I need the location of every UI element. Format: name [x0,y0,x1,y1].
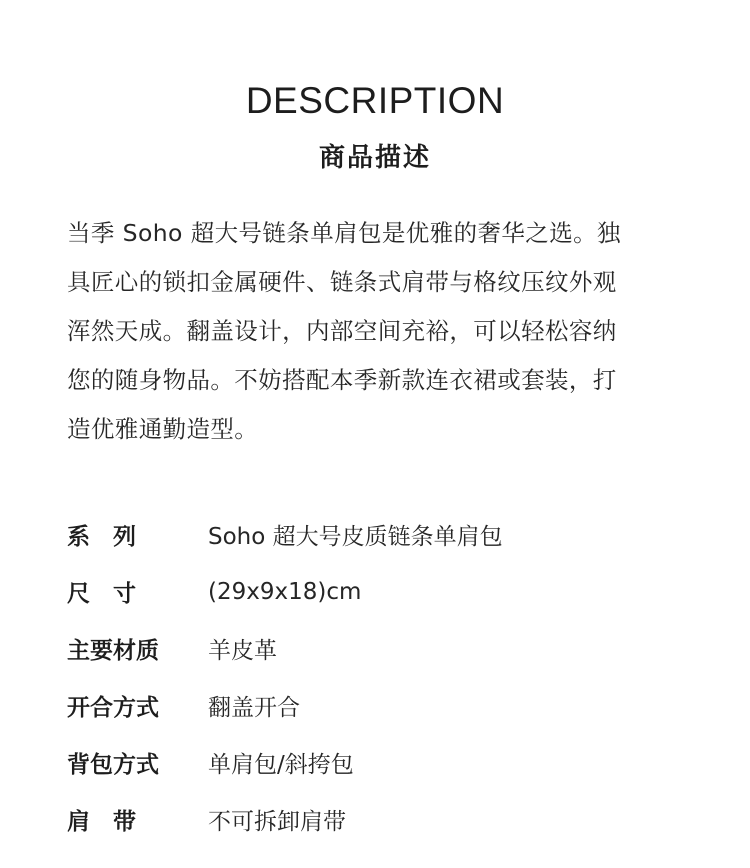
description-line: 当季 Soho 超大号链条单肩包是优雅的奢华之选。独 [67,219,621,247]
description-line: 具匠心的锁扣金属硬件、链条式肩带与格纹压纹外观 [67,268,617,296]
spec-value: 羊皮革 [208,638,277,664]
spec-value: 不可拆卸肩带 [208,809,346,835]
description-line: 造优雅通勤造型。 [67,415,259,443]
description-line: 浑然天成。翻盖设计，内部空间充裕，可以轻松容纳 [67,317,617,345]
spec-row-material [67,620,687,677]
spec-list [67,506,687,848]
spec-row-series [67,506,687,563]
spec-label: 系 列 [67,524,136,550]
section-title-english: DESCRIPTION [245,80,505,121]
spec-label: 肩 带 [67,809,136,835]
spec-value: Soho 超大号皮质链条单肩包 [208,524,503,550]
section-title-chinese: 商品描述 [318,143,431,173]
spec-row-closure [67,677,687,734]
spec-value: 单肩包/斜挎包 [208,752,354,778]
spec-label: 尺 寸 [67,581,136,607]
description-line: 您的随身物品。不妨搭配本季新款连衣裙或套装，打 [67,366,617,394]
description-paragraph [67,209,689,454]
spec-row-carry-style [67,734,687,791]
spec-row-size [67,563,687,620]
spec-value: (29x9x18)cm [208,578,362,605]
spec-label: 主要材质 [67,638,159,664]
spec-value: 翻盖开合 [208,695,300,721]
spec-label: 背包方式 [67,752,159,778]
spec-row-strap [67,791,687,848]
spec-label: 开合方式 [67,695,159,721]
